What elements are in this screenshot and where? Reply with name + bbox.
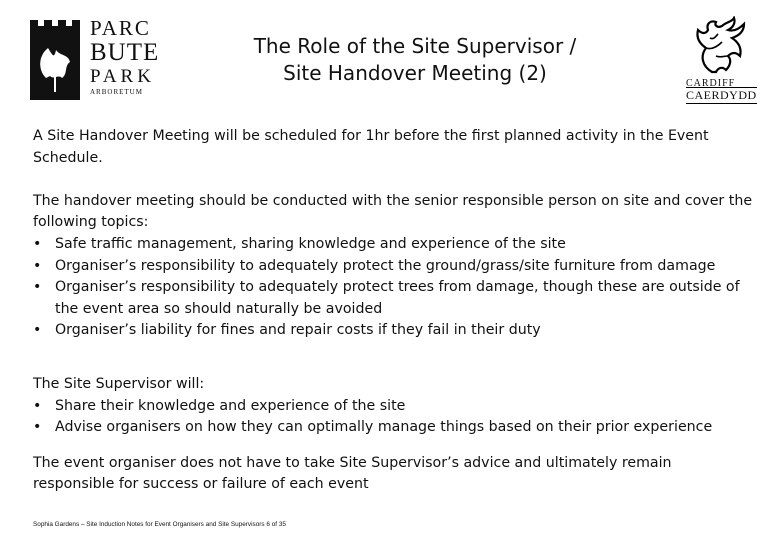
welsh-dragon-icon	[682, 16, 754, 76]
parc-bute-park-logo	[28, 16, 160, 104]
list-item: • Organiser’s liability for fines and repair costs if they fail in their duty	[33, 320, 753, 342]
supervisor-section	[33, 374, 753, 439]
list-item: • Organiser’s responsibility to adequately protect the ground/grass/site furniture from damage	[33, 256, 753, 278]
slide-body	[33, 126, 753, 518]
intro-paragraph: A Site Handover Meeting will be scheduled for 1hr before the first planned activity in the Event Schedule.	[33, 128, 709, 166]
handover-topic-list	[33, 234, 753, 342]
page-footer: Sophia Gardens – Site Induction Notes for Event Organisers and Site Supervisors 6 of 35	[33, 521, 286, 528]
logo-text-arboretum: ARBORETUM	[90, 88, 143, 96]
list-item: • Organiser’s responsibility to adequately protect trees from damage, though these are outside of the event area so should naturally be avoided	[33, 277, 753, 320]
list-item: • Advise organisers on how they can optimally manage things based on their prior experience	[33, 417, 753, 439]
page-title	[200, 33, 630, 87]
title-line-2: Site Handover Meeting (2)	[283, 61, 547, 85]
cardiff-logo-text: CARDIFF	[686, 78, 736, 89]
caerdydd-logo-text: CAERDYDD	[686, 88, 757, 102]
handover-section	[33, 191, 753, 342]
list-item: • Safe traffic management, sharing knowledge and experience of the site	[33, 234, 753, 256]
logo-text-bute: BUTE	[90, 39, 160, 66]
closing-paragraph: The event organiser does not have to take Site Supervisor’s advice and ultimately remain responsible for success or failure of each event	[33, 454, 672, 493]
supervisor-point-list	[33, 396, 753, 439]
logo-text-park: PARK	[90, 66, 155, 87]
list-item: • Share their knowledge and experience of the site	[33, 396, 753, 418]
handover-lead: The handover meeting should be conducted with the senior responsible person on site and cover the following topics:	[33, 192, 753, 231]
castle-leaf-icon	[28, 20, 84, 100]
title-line-1: The Role of the Site Supervisor /	[253, 34, 577, 58]
logo-text-parc: PARC	[90, 16, 151, 40]
cardiff-council-logo	[682, 16, 762, 100]
supervisor-lead: The Site Supervisor will:	[33, 375, 205, 392]
